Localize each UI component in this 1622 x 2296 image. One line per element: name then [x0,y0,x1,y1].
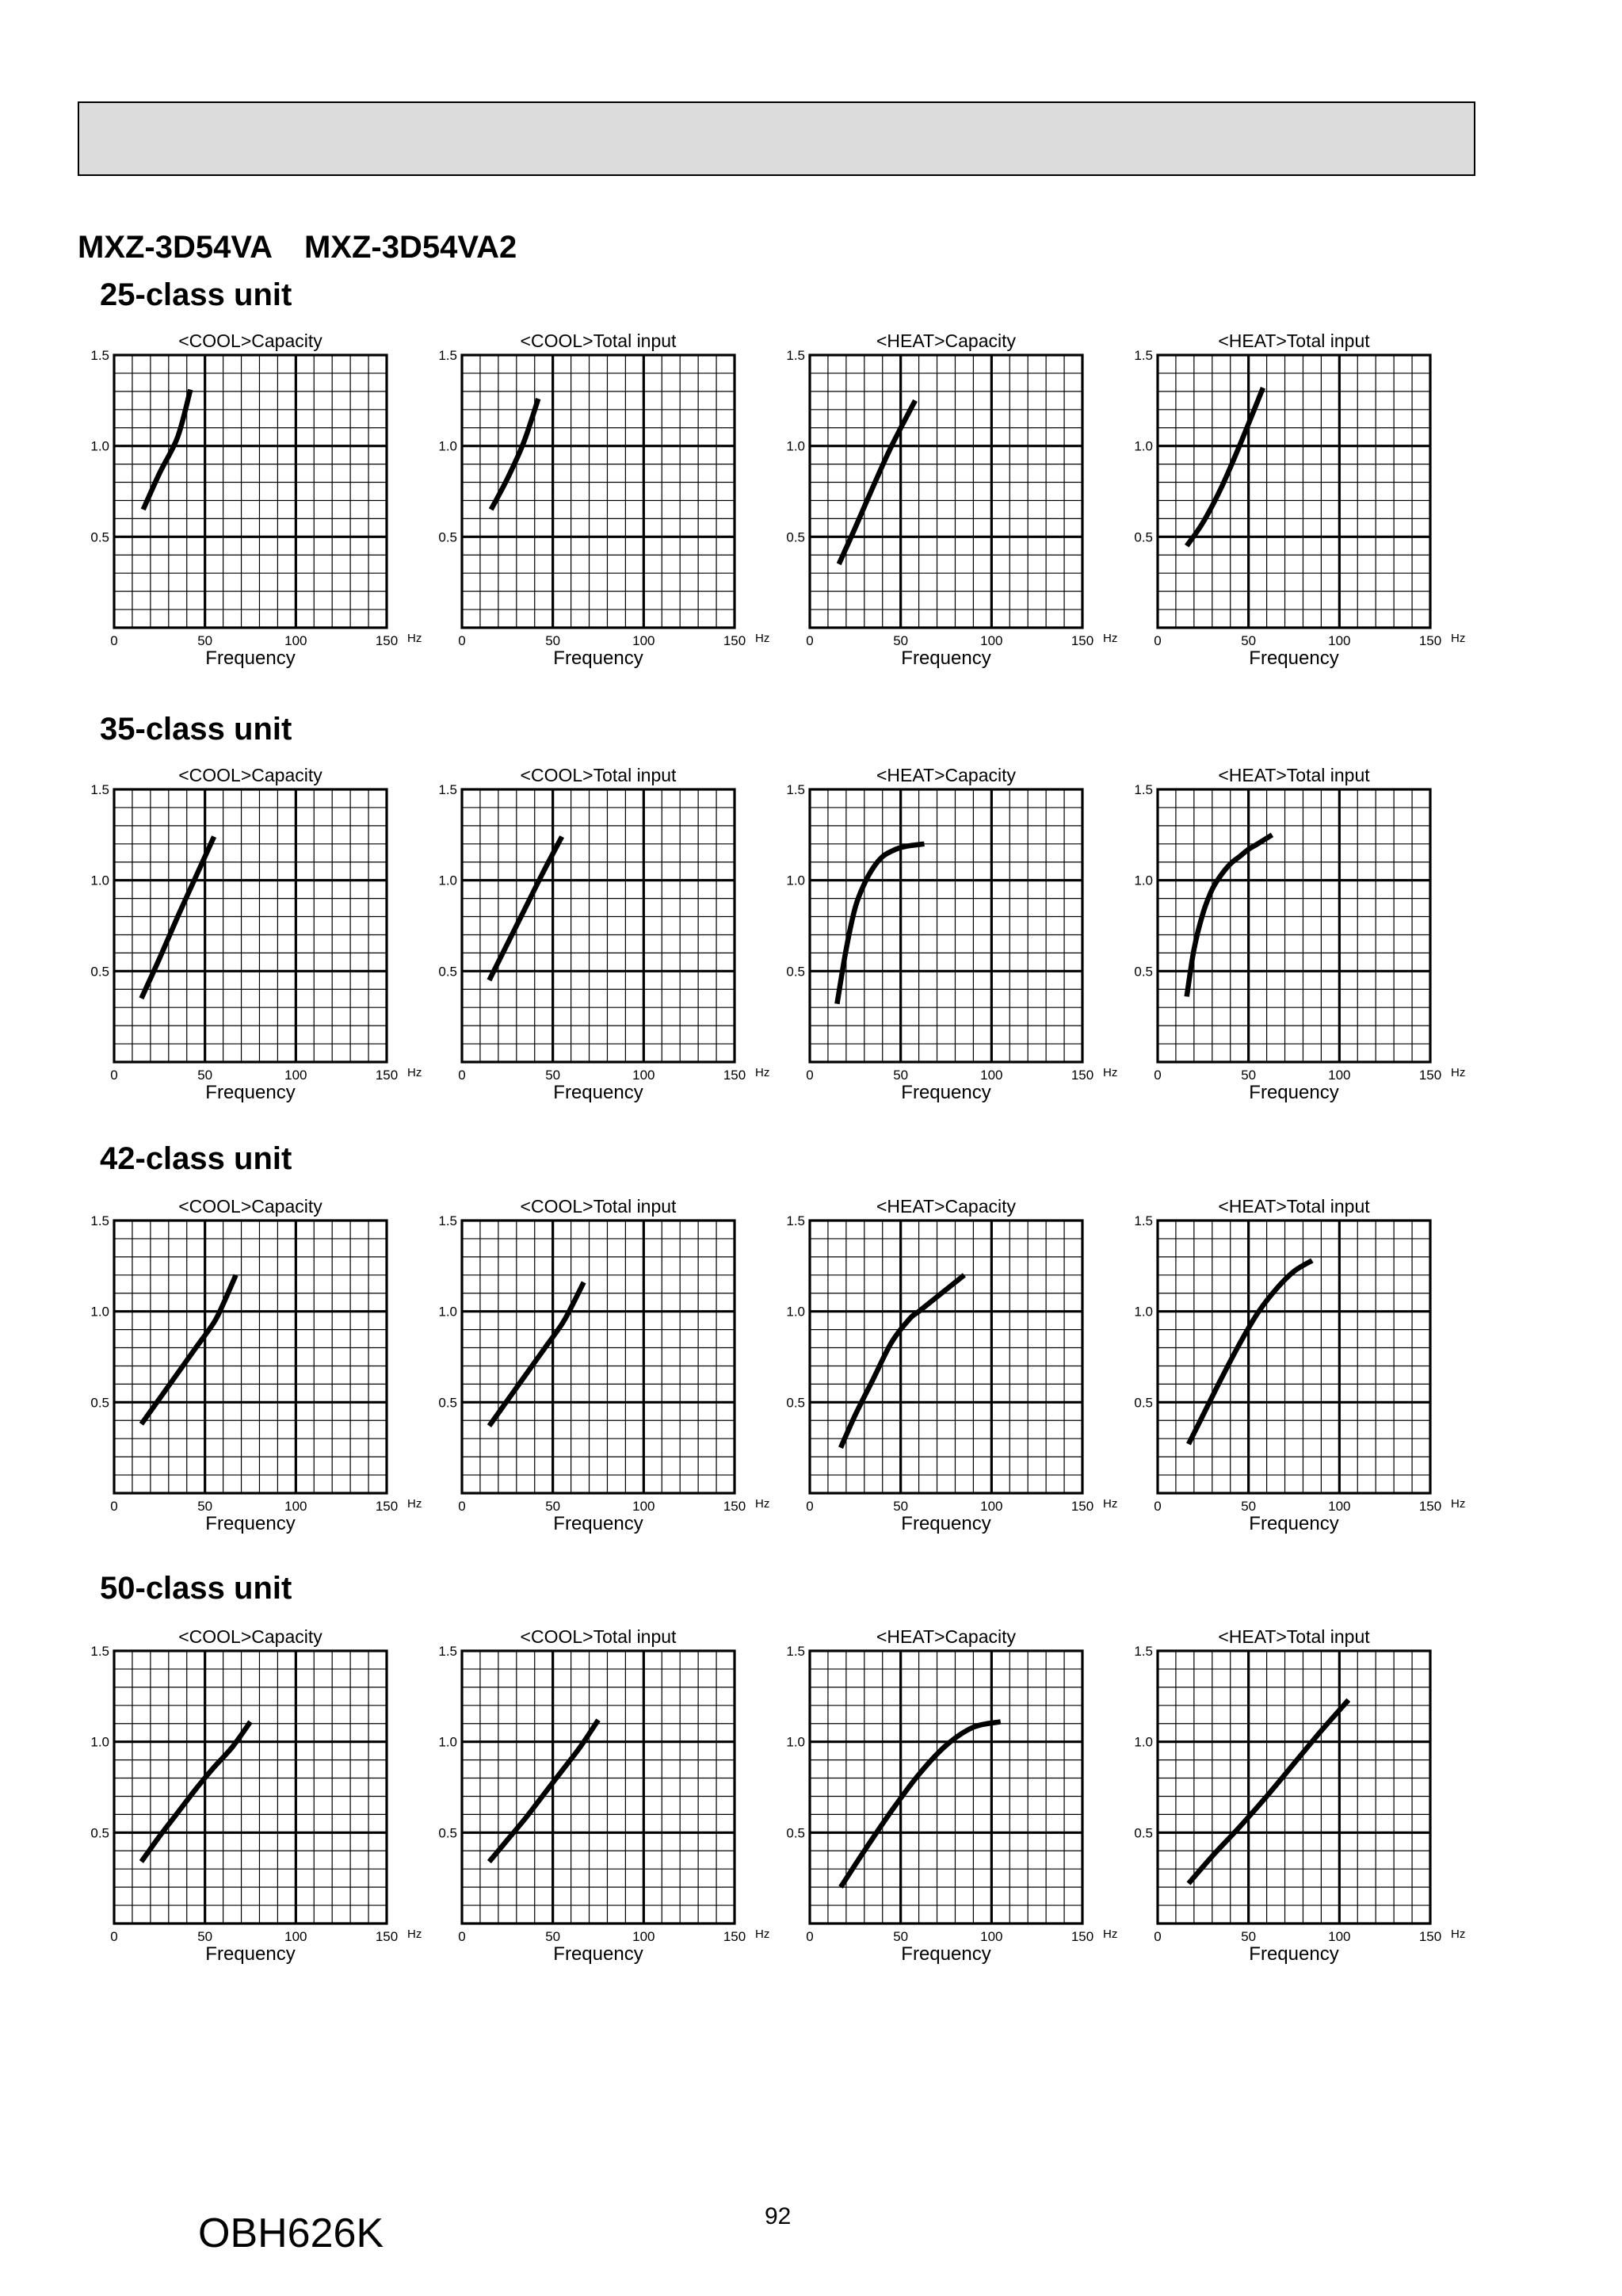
section-title-25: 25-class unit [100,277,292,312]
chart-title: <COOL>Total input [520,1626,677,1647]
chart-title: <COOL>Total input [520,1196,677,1217]
plot-frame [1158,1221,1430,1493]
y-tick-label: 0.5 [438,1825,457,1841]
x-tick-label: 50 [197,633,213,648]
plot-frame [114,1221,387,1493]
y-tick-label: 1.0 [90,1304,109,1320]
y-tick-label: 1.5 [438,348,457,363]
x-tick-label: 100 [980,1499,1003,1514]
x-tick-label: 0 [110,1929,118,1944]
y-tick-label: 1.5 [786,1213,805,1228]
plot-frame [1158,1651,1430,1924]
x-unit-label: Hz [755,632,770,645]
y-tick-label: 1.5 [90,1213,109,1228]
x-tick-label: 50 [545,633,561,648]
y-tick-label: 1.0 [438,1734,457,1750]
x-tick-label: 50 [545,1068,561,1083]
chart-7 [786,758,1151,1106]
x-unit-label: Hz [1103,1066,1118,1079]
y-tick-label: 0.5 [786,1395,805,1411]
series-line [1187,388,1263,546]
x-axis-label: Frequency [205,1943,296,1965]
x-tick-label: 0 [1154,1929,1162,1944]
x-tick-label: 150 [375,1068,399,1083]
y-tick-label: 1.5 [90,1644,109,1659]
y-tick-label: 0.5 [438,529,457,545]
chart-svg [1134,323,1498,672]
y-tick-label: 1.0 [1134,1304,1153,1320]
chart-svg [1134,1619,1498,1968]
series-line [489,837,562,980]
chart-10 [438,1189,803,1538]
x-unit-label: Hz [407,1497,422,1511]
x-unit-label: Hz [1451,632,1466,645]
x-unit-label: Hz [1451,1497,1466,1511]
chart-16 [1134,1619,1498,1968]
x-axis-label: Frequency [1249,1943,1339,1965]
y-tick-label: 1.0 [438,438,457,454]
x-tick-label: 50 [893,1499,909,1514]
x-axis-label: Frequency [901,1943,991,1965]
chart-title: <HEAT>Capacity [876,765,1016,785]
x-unit-label: Hz [407,632,422,645]
x-unit-label: Hz [407,1927,422,1941]
chart-svg [90,1189,455,1538]
y-tick-label: 0.5 [90,1395,109,1411]
x-axis-label: Frequency [901,1082,991,1103]
x-tick-label: 150 [1071,633,1094,648]
y-tick-label: 1.0 [1134,873,1153,888]
x-axis-label: Frequency [1249,1082,1339,1103]
x-tick-label: 0 [806,1929,814,1944]
x-unit-label: Hz [755,1497,770,1511]
y-tick-label: 1.0 [90,1734,109,1750]
x-tick-label: 150 [1418,633,1442,648]
x-axis-label: Frequency [1249,648,1339,669]
series-line [1189,1260,1312,1444]
x-tick-label: 100 [284,1499,307,1514]
x-axis-label: Frequency [1249,1513,1339,1534]
x-tick-label: 50 [197,1499,213,1514]
chart-svg [438,758,803,1106]
x-unit-label: Hz [755,1066,770,1079]
y-tick-label: 0.5 [1134,964,1153,980]
x-tick-label: 0 [1154,633,1162,648]
x-tick-label: 50 [197,1068,213,1083]
x-tick-label: 150 [723,633,746,648]
x-tick-label: 100 [980,1929,1003,1944]
y-tick-label: 0.5 [90,1825,109,1841]
y-tick-label: 1.5 [786,348,805,363]
chart-title: <HEAT>Total input [1218,1626,1370,1647]
plot-frame [114,789,387,1062]
chart-title: <COOL>Capacity [178,1196,322,1217]
x-tick-label: 50 [893,1929,909,1944]
chart-svg [438,323,803,672]
chart-11 [786,1189,1151,1538]
x-tick-label: 0 [1154,1068,1162,1083]
y-tick-label: 1.5 [1134,1213,1153,1228]
x-tick-label: 50 [1241,1929,1257,1944]
x-tick-label: 150 [1418,1929,1442,1944]
x-tick-label: 150 [1071,1068,1094,1083]
section-title-42: 42-class unit [100,1141,292,1176]
y-tick-label: 0.5 [786,964,805,980]
x-tick-label: 0 [458,633,466,648]
y-tick-label: 1.0 [1134,438,1153,454]
series-line [837,844,924,1004]
series-line [841,1275,964,1448]
chart-svg [1134,1189,1498,1538]
document-code: OBH626K [198,2210,384,2256]
x-tick-label: 50 [197,1929,213,1944]
y-tick-label: 1.0 [438,1304,457,1320]
chart-svg [90,758,455,1106]
x-tick-label: 150 [723,1068,746,1083]
series-line [489,1282,583,1426]
x-tick-label: 100 [284,1068,307,1083]
chart-9 [90,1189,455,1538]
y-tick-label: 1.5 [1134,1644,1153,1659]
x-tick-label: 0 [806,1499,814,1514]
chart-8 [1134,758,1498,1106]
y-tick-label: 1.5 [438,1213,457,1228]
x-tick-label: 150 [723,1929,746,1944]
chart-6 [438,758,803,1106]
y-tick-label: 0.5 [786,1825,805,1841]
x-tick-label: 0 [806,633,814,648]
plot-frame [810,1221,1082,1493]
y-tick-label: 1.0 [786,1734,805,1750]
x-tick-label: 100 [1328,1929,1351,1944]
x-axis-label: Frequency [901,648,991,669]
x-tick-label: 100 [632,1068,655,1083]
chart-title: <HEAT>Capacity [876,1626,1016,1647]
y-tick-label: 0.5 [786,529,805,545]
chart-svg [438,1189,803,1538]
page-number: 92 [765,2203,792,2229]
plot-frame [114,1651,387,1924]
chart-svg [786,758,1151,1106]
series-line [141,837,214,999]
chart-title: <COOL>Capacity [178,765,322,785]
chart-title: <HEAT>Capacity [876,330,1016,351]
y-tick-label: 1.5 [786,1644,805,1659]
chart-title: <HEAT>Capacity [876,1196,1016,1217]
x-tick-label: 50 [893,633,909,648]
x-axis-label: Frequency [205,1082,296,1103]
x-tick-label: 150 [1418,1499,1442,1514]
x-tick-label: 0 [110,1068,118,1083]
x-unit-label: Hz [1103,1497,1118,1511]
section-title-35: 35-class unit [100,712,292,747]
x-tick-label: 100 [1328,633,1351,648]
y-tick-label: 1.5 [438,1644,457,1659]
y-tick-label: 0.5 [438,964,457,980]
x-tick-label: 0 [806,1068,814,1083]
plot-frame [462,1221,735,1493]
y-tick-label: 1.0 [786,438,805,454]
plot-frame [1158,355,1430,628]
x-axis-label: Frequency [205,648,296,669]
y-tick-label: 1.5 [438,782,457,797]
x-tick-label: 150 [1071,1499,1094,1514]
x-tick-label: 100 [284,1929,307,1944]
x-tick-label: 0 [458,1068,466,1083]
y-tick-label: 1.5 [1134,782,1153,797]
y-tick-label: 0.5 [90,964,109,980]
y-tick-label: 0.5 [1134,529,1153,545]
chart-svg [1134,758,1498,1106]
y-tick-label: 1.5 [90,348,109,363]
x-tick-label: 50 [545,1929,561,1944]
x-tick-label: 150 [723,1499,746,1514]
chart-title: <HEAT>Total input [1218,1196,1370,1217]
y-tick-label: 1.0 [438,873,457,888]
x-axis-label: Frequency [553,648,643,669]
chart-title: <COOL>Capacity [178,1626,322,1647]
chart-svg [786,323,1151,672]
y-tick-label: 0.5 [90,529,109,545]
x-unit-label: Hz [755,1927,770,1941]
x-tick-label: 100 [632,1929,655,1944]
chart-14 [438,1619,803,1968]
x-tick-label: 100 [980,633,1003,648]
y-tick-label: 0.5 [1134,1395,1153,1411]
y-tick-label: 1.5 [90,782,109,797]
x-tick-label: 50 [1241,633,1257,648]
chart-title: <COOL>Capacity [178,330,322,351]
x-axis-label: Frequency [553,1943,643,1965]
chart-title: <HEAT>Total input [1218,330,1370,351]
chart-13 [90,1619,455,1968]
x-unit-label: Hz [1451,1927,1466,1941]
chart-svg [438,1619,803,1968]
x-tick-label: 100 [632,633,655,648]
x-tick-label: 0 [458,1499,466,1514]
x-axis-label: Frequency [901,1513,991,1534]
x-tick-label: 100 [980,1068,1003,1083]
y-tick-label: 1.0 [786,873,805,888]
chart-3 [786,323,1151,672]
plot-frame [462,789,735,1062]
y-tick-label: 1.0 [1134,1734,1153,1750]
y-tick-label: 1.0 [90,873,109,888]
chart-svg [786,1619,1151,1968]
x-axis-label: Frequency [553,1513,643,1534]
chart-1 [90,323,455,672]
model-title: MXZ-3D54VA MXZ-3D54VA2 [78,230,517,265]
x-tick-label: 50 [545,1499,561,1514]
x-tick-label: 50 [1241,1068,1257,1083]
x-tick-label: 50 [1241,1499,1257,1514]
chart-svg [786,1189,1151,1538]
y-tick-label: 1.0 [786,1304,805,1320]
x-unit-label: Hz [407,1066,422,1079]
x-tick-label: 0 [1154,1499,1162,1514]
chart-15 [786,1619,1151,1968]
x-tick-label: 150 [1418,1068,1442,1083]
x-unit-label: Hz [1451,1066,1466,1079]
x-tick-label: 0 [110,1499,118,1514]
x-unit-label: Hz [1103,1927,1118,1941]
chart-12 [1134,1189,1498,1538]
plot-frame [810,1651,1082,1924]
header-bar [78,101,1475,176]
x-tick-label: 150 [375,1929,399,1944]
chart-title: <HEAT>Total input [1218,765,1370,785]
plot-frame [462,1651,735,1924]
section-title-50: 50-class unit [100,1571,292,1606]
x-tick-label: 150 [375,633,399,648]
chart-4 [1134,323,1498,672]
x-tick-label: 100 [1328,1068,1351,1083]
x-tick-label: 100 [284,633,307,648]
x-tick-label: 150 [375,1499,399,1514]
y-tick-label: 0.5 [438,1395,457,1411]
y-tick-label: 1.5 [1134,348,1153,363]
x-axis-label: Frequency [205,1513,296,1534]
x-tick-label: 0 [458,1929,466,1944]
x-axis-label: Frequency [553,1082,643,1103]
chart-svg [90,323,455,672]
chart-title: <COOL>Total input [520,765,677,785]
x-tick-label: 150 [1071,1929,1094,1944]
chart-2 [438,323,803,672]
x-tick-label: 0 [110,633,118,648]
x-tick-label: 100 [632,1499,655,1514]
chart-5 [90,758,455,1106]
chart-svg [90,1619,455,1968]
chart-title: <COOL>Total input [520,330,677,351]
x-tick-label: 100 [1328,1499,1351,1514]
x-tick-label: 50 [893,1068,909,1083]
x-unit-label: Hz [1103,632,1118,645]
plot-frame [114,355,387,628]
plot-frame [810,355,1082,628]
y-tick-label: 0.5 [1134,1825,1153,1841]
y-tick-label: 1.0 [90,438,109,454]
y-tick-label: 1.5 [786,782,805,797]
